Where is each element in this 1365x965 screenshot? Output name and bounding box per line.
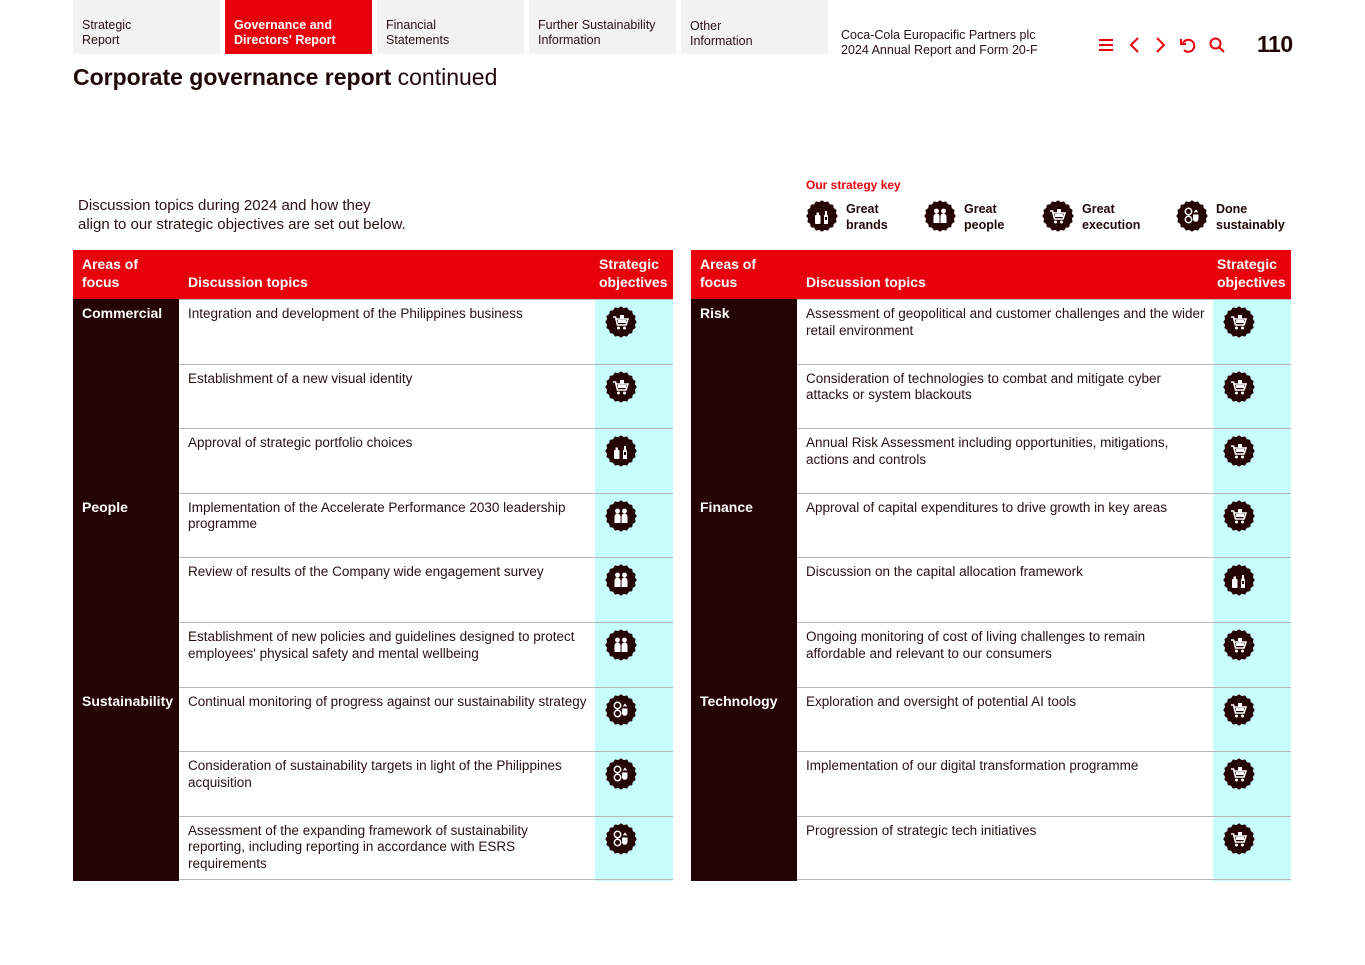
- strategy-key-great-brands: [806, 200, 888, 233]
- strategic-objective: [605, 823, 637, 855]
- strategy-key-label: [1082, 201, 1140, 233]
- nav-tab-governance[interactable]: [225, 0, 372, 54]
- strategic-objective: [1223, 306, 1255, 338]
- header-areas-of-focus: [82, 255, 172, 291]
- table-row: [179, 816, 673, 881]
- great-execution-icon: [1223, 435, 1255, 467]
- area-of-focus-label: Sustainability: [82, 692, 174, 709]
- table-header: [73, 250, 673, 299]
- areas-column: [73, 299, 179, 881]
- discussion-topic: Exploration and oversight of potential AI tools: [806, 693, 1077, 709]
- strategic-objective: [1223, 758, 1255, 790]
- strategic-objective: [1223, 694, 1255, 726]
- great-brands-icon: [806, 200, 838, 232]
- area-of-focus-label: Technology: [700, 692, 778, 709]
- strategic-objective: [1223, 371, 1255, 403]
- nav-tab-label: Information: [690, 34, 753, 48]
- great-execution-icon: [1223, 500, 1255, 532]
- nav-tab-label: Information: [538, 33, 601, 47]
- great-brands-icon: [1223, 564, 1255, 596]
- strategy-key-label-line: execution: [1082, 218, 1141, 232]
- great-execution-icon: [1223, 371, 1255, 403]
- table-row: [797, 816, 1291, 881]
- header-line: objectives: [599, 274, 668, 290]
- table-row: [179, 557, 673, 622]
- intro-text: [78, 196, 498, 234]
- header-line: Areas of: [700, 256, 757, 272]
- nav-tab-label: Governance and: [234, 18, 332, 32]
- strategy-key-label-line: Great: [964, 202, 997, 216]
- great-brands-icon: [605, 435, 637, 467]
- strategic-objective: [1223, 629, 1255, 661]
- header-line: Strategic: [1217, 256, 1277, 272]
- page-title-continued: continued: [397, 64, 498, 90]
- page-title: [73, 64, 497, 91]
- table-row: [797, 493, 1291, 558]
- discussion-topic: Integration and development of the Philippines business: [188, 306, 523, 321]
- header-line: objectives: [1217, 274, 1286, 290]
- discussion-topic: Continual monitoring of progress against our sustainability strategy: [188, 693, 587, 709]
- strategy-key-label-line: sustainably: [1216, 218, 1285, 232]
- strategic-objective: [605, 694, 637, 726]
- nav-tab-other-information[interactable]: [681, 0, 828, 54]
- strategy-key-done-sustainably: [1176, 200, 1285, 233]
- great-people-icon: [605, 629, 637, 661]
- great-execution-icon: [1223, 823, 1255, 855]
- strategy-key-title: Our strategy key: [806, 178, 901, 192]
- strategic-objective: [605, 564, 637, 596]
- discussion-topic: Consideration of sustainability targets in light of the Philippines acquisition: [188, 758, 562, 790]
- strategic-objective: [1223, 564, 1255, 596]
- nav-tab-label: Statements: [386, 33, 450, 47]
- great-execution-icon: [1042, 200, 1074, 232]
- great-execution-icon: [605, 306, 637, 338]
- discussion-topic: Progression of strategic tech initiatives: [806, 822, 1037, 838]
- done-sustainably-icon: [605, 758, 637, 790]
- header-discussion-topics: Discussion topics: [188, 274, 308, 290]
- strategy-key-great-people: [924, 200, 1004, 233]
- nav-tab-label: Strategic: [82, 18, 132, 32]
- great-people-icon: [605, 564, 637, 596]
- done-sustainably-icon: [605, 694, 637, 726]
- back-icon[interactable]: [1177, 34, 1199, 56]
- menu-icon[interactable]: [1095, 34, 1117, 56]
- nav-tab-further-sustainability[interactable]: [529, 0, 676, 54]
- search-icon[interactable]: [1206, 34, 1228, 56]
- discussion-topic: Approval of strategic portfolio choices: [188, 435, 413, 451]
- table-row: [179, 364, 673, 429]
- nav-tab-label: Report: [82, 33, 120, 47]
- table-row: [797, 364, 1291, 429]
- discussion-topic: Approval of capital expenditures to drive growth in key areas: [806, 499, 1167, 515]
- table-row: [179, 687, 673, 752]
- intro-line: align to our strategic objectives are set out below.: [78, 216, 406, 233]
- discussion-topic: Establishment of a new visual identity: [188, 370, 413, 386]
- strategy-key-label: [1216, 201, 1285, 233]
- strategy-key-label-line: Great: [846, 202, 879, 216]
- strategy-key-great-execution: [1042, 200, 1140, 233]
- discussion-topic: Implementation of our digital transformation programme: [806, 758, 1139, 774]
- strategy-key-label-line: Done: [1216, 202, 1248, 216]
- strategic-objective: [1223, 435, 1255, 467]
- discussion-topic: Ongoing monitoring of cost of living challenges to remain affordable and relevant to our consumers: [806, 629, 1146, 661]
- great-execution-icon: [1223, 758, 1255, 790]
- strategic-objective: [605, 371, 637, 403]
- strategy-key-label-line: Great: [1082, 202, 1115, 216]
- area-of-focus-label: Finance: [700, 498, 753, 515]
- page-number: 110: [1257, 31, 1293, 57]
- table-header: [691, 250, 1291, 299]
- strategy-key-label-line: people: [964, 218, 1005, 232]
- header-strategic-objectives: [599, 255, 673, 291]
- discussion-topic: Assessment of geopolitical and customer challenges and the wider retail environment: [806, 306, 1205, 338]
- discussion-table-left: [73, 250, 673, 881]
- strategic-objective: [605, 758, 637, 790]
- table-row: [797, 622, 1291, 687]
- table-row: [797, 299, 1291, 364]
- discussion-topic: Discussion on the capital allocation framework: [806, 564, 1083, 580]
- strategic-objective: [605, 435, 637, 467]
- strategic-objective: [1223, 500, 1255, 532]
- header-areas-of-focus: [700, 255, 790, 291]
- discussion-table-right: [691, 250, 1291, 881]
- table-row: [797, 428, 1291, 493]
- discussion-topic: Review of results of the Company wide engagement survey: [188, 564, 544, 580]
- table-row: [797, 557, 1291, 622]
- table-row: [797, 751, 1291, 816]
- header-strategic-objectives: [1217, 255, 1291, 291]
- discussion-topic: Annual Risk Assessment including opportunities, mitigations, actions and controls: [806, 435, 1169, 467]
- strategy-key-label: [964, 201, 1004, 233]
- area-of-focus-label: Commercial: [82, 305, 163, 321]
- done-sustainably-icon: [1176, 200, 1208, 232]
- header-line: focus: [700, 274, 738, 290]
- table-row: [179, 622, 673, 687]
- strategic-objective: [605, 306, 637, 338]
- chevron-left-icon[interactable]: [1124, 34, 1146, 56]
- discussion-topic: Establishment of new policies and guidelines designed to protect employees' physical safety and mental wellbeing: [188, 629, 575, 661]
- header-line: Areas of: [82, 256, 139, 272]
- table-row: [179, 493, 673, 558]
- discussion-topic: Assessment of the expanding framework of sustainability reporting, including reporting in accordance with ESRS requirements: [188, 822, 528, 871]
- great-execution-icon: [1223, 694, 1255, 726]
- page-title-bold: Corporate governance report: [73, 64, 392, 90]
- nav-tab-financial-statements[interactable]: [377, 0, 524, 54]
- nav-tab-label: Further Sustainability: [538, 18, 656, 32]
- nav-tab-label: Directors' Report: [234, 33, 336, 47]
- table-row: [179, 299, 673, 364]
- table-row: [797, 687, 1291, 752]
- company-info: [841, 28, 1038, 58]
- chevron-right-icon[interactable]: [1149, 34, 1171, 56]
- strategic-objective: [1223, 823, 1255, 855]
- areas-column: [691, 299, 797, 881]
- header-discussion-topics: Discussion topics: [806, 274, 926, 290]
- done-sustainably-icon: [605, 823, 637, 855]
- nav-tab-strategic-report[interactable]: [73, 0, 220, 54]
- strategy-key-label-line: brands: [846, 218, 888, 232]
- report-name: 2024 Annual Report and Form 20-F: [841, 43, 1038, 57]
- area-of-focus-label: People: [82, 498, 128, 515]
- header-line: Strategic: [599, 256, 659, 272]
- nav-tab-label: Financial: [386, 18, 437, 32]
- table-row: [179, 428, 673, 493]
- table-row: [179, 751, 673, 816]
- nav-tab-label: Other: [690, 19, 722, 33]
- great-execution-icon: [1223, 306, 1255, 338]
- great-people-icon: [924, 200, 956, 232]
- discussion-topic: Implementation of the Accelerate Performance 2030 leadership programme: [188, 499, 566, 532]
- area-of-focus-label: Risk: [700, 305, 730, 321]
- great-people-icon: [605, 500, 637, 532]
- header-line: focus: [82, 274, 120, 290]
- intro-line: Discussion topics during 2024 and how they: [78, 197, 371, 214]
- great-execution-icon: [1223, 629, 1255, 661]
- discussion-topic: Consideration of technologies to combat and mitigate cyber attacks or system blackouts: [806, 370, 1161, 403]
- great-execution-icon: [605, 371, 637, 403]
- company-name: Coca-Cola Europacific Partners plc: [841, 28, 1036, 42]
- strategic-objective: [605, 629, 637, 661]
- strategic-objective: [605, 500, 637, 532]
- strategy-key-label: [846, 201, 888, 233]
